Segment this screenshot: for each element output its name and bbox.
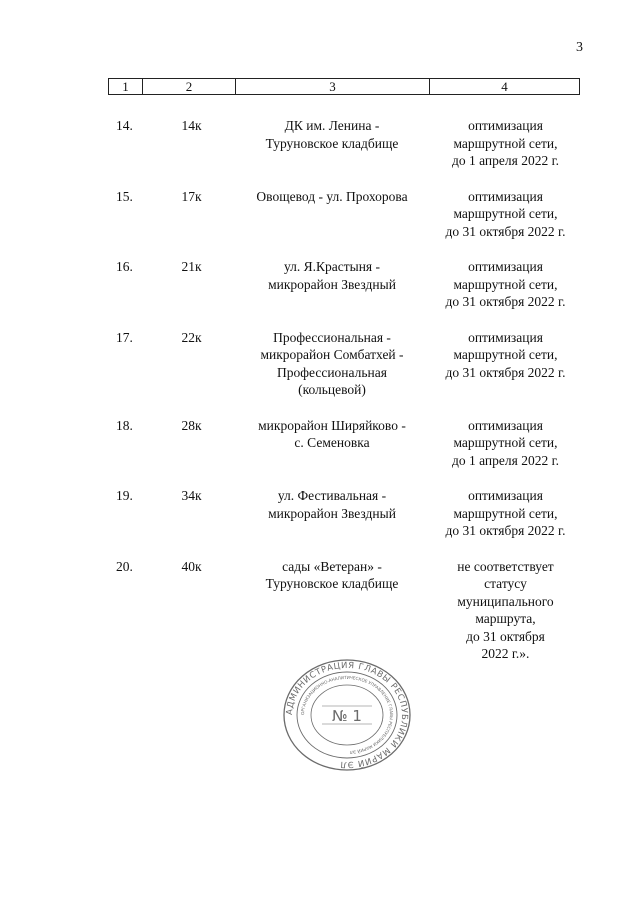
row-number: 18. [116,417,133,433]
table-row [108,417,578,470]
route-path: ул. Фестивальная - микрорайон Звездный [268,488,396,521]
route-number: 28к [181,417,202,433]
header-col-2: 2 [143,79,236,94]
route-path: ул. Я.Крастыня - микрорайон Звездный [268,259,396,292]
route-number: 40к [181,558,202,574]
table-row [108,329,578,399]
row-number: 17. [116,329,133,345]
table-row [108,258,578,311]
row-number: 15. [116,188,133,204]
route-reason: оптимизация маршрутной сети, до 1 апреля 2022 г. [452,118,559,168]
official-seal [282,658,412,772]
table-row [108,188,578,241]
seal-center-text: № 1 [332,707,362,725]
header-col-4: 4 [501,79,508,94]
row-number: 19. [116,488,133,503]
seal-outer-text: АДМИНИСТРАЦИЯ ГЛАВЫ РЕСПУБЛИКИ МАРИЙ ЭЛ [284,660,410,770]
route-number: 14к [181,118,202,133]
route-reason: оптимизация маршрутной сети, до 31 октября 2022 г. [445,488,566,538]
route-path: Профессиональная - микрорайон Сомбатхей - Профессиональная (кольцевой) [260,329,404,397]
route-path: сады «Ветеран» - Туруновское кладбище [265,558,399,591]
route-reason: оптимизация маршрутной сети, до 31 октября 2022 г. [445,329,566,380]
route-number: 34к [181,488,202,503]
page-number: 3 [576,40,583,55]
table-header [108,78,580,95]
header-col-3: 3 [236,79,430,94]
route-path: Овощевод - ул. Прохорова [256,188,408,204]
seal-inner-text: ОРГАНИЗАЦИОННО-АНАЛИТИЧЕСКОЕ УПРАВЛЕНИЕ ГЛАВЫ РЕСПУБЛИКИ МАРИЙ ЭЛ [299,674,395,755]
route-reason: оптимизация маршрутной сети, до 1 апреля 2022 г. [452,417,559,468]
route-number: 17к [181,188,202,204]
table-body [108,117,578,681]
route-path: микрорайон Ширяйково - с. Семеновка [258,417,406,450]
route-reason: не соответствует статусу муниципального маршрута, до 31 октября 2022 г.». [457,558,554,661]
route-number: 21к [181,259,202,274]
header-col-1: 1 [109,79,143,94]
row-number: 14. [116,118,133,133]
row-number: 16. [116,259,133,274]
table-row [108,558,578,663]
route-reason: оптимизация маршрутной сети, до 31 октября 2022 г. [445,259,566,309]
table-row [108,117,578,170]
row-number: 20. [116,558,133,574]
route-path: ДК им. Ленина - Туруновское кладбище [265,118,399,151]
route-number: 22к [181,329,202,345]
route-reason: оптимизация маршрутной сети, до 31 октября 2022 г. [445,188,566,239]
table-row [108,487,578,540]
